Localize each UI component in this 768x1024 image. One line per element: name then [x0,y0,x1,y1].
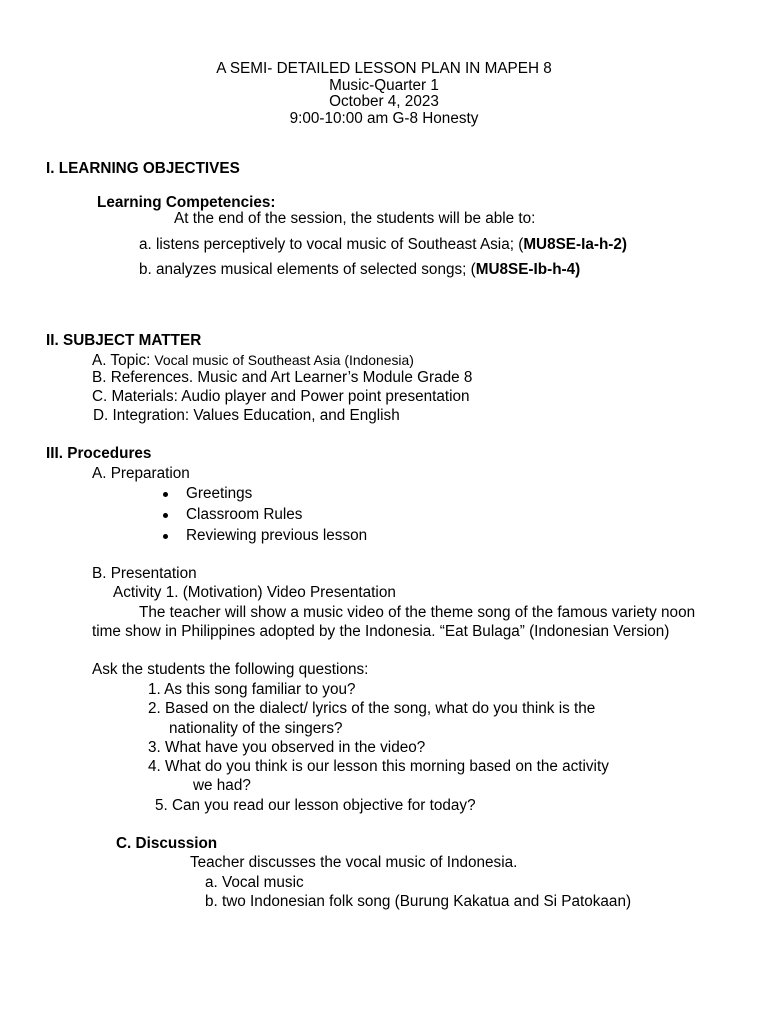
materials-line: C. Materials: Audio player and Power point presentation [92,388,470,405]
question-item: 2. Based on the dialect/ lyrics of the song, what do you think is the [148,700,596,717]
references-line: B. References. Music and Art Learner’s Module Grade 8 [92,369,473,386]
preparation-label: A. Preparation [92,465,190,482]
integration-line: D. Integration: Values Education, and English [93,407,400,424]
topic-value: Vocal music of Southeast Asia (Indonesia) [154,352,414,368]
discussion-intro: Teacher discusses the vocal music of Indonesia. [190,854,518,871]
preparation-item [186,485,252,503]
bullet-marker [163,492,168,497]
section-heading-learning-objectives: I. LEARNING OBJECTIVES [46,160,240,177]
activity-title: Activity 1. (Motivation) Video Presentation [113,584,396,601]
section-heading-procedures: III. Procedures [46,445,152,462]
preparation-item-text: Classroom Rules [186,506,303,523]
lesson-date: October 4, 2023 [329,93,439,110]
question-item: 3. What have you observed in the video? [148,739,426,756]
learning-competencies-label: Learning Competencies: [97,194,276,211]
topic-line [92,351,414,370]
questions-intro: Ask the students the following questions: [92,661,369,678]
activity-description-line: The teacher will show a music video of the theme song of the famous variety noon [139,604,696,621]
activity-description-line: time show in Philippines adopted by the Indonesia. “Eat Bulaga” (Indonesian Version) [92,623,670,640]
discussion-item: a. Vocal music [205,874,304,891]
preparation-item [186,506,302,524]
question-item-continuation: nationality of the singers? [169,720,343,737]
preparation-item-text: Greetings [186,485,253,502]
document-title: A SEMI- DETAILED LESSON PLAN IN MAPEH 8 [216,60,552,77]
discussion-label: C. Discussion [116,835,218,852]
objective-text: b. analyzes musical elements of selected songs; ( [139,261,476,278]
question-item: 5. Can you read our lesson objective for today? [155,797,476,814]
subject-quarter: Music-Quarter 1 [329,77,439,94]
question-item: 1. As this song familiar to you? [148,681,356,698]
question-item-continuation: we had? [193,777,251,794]
competency-code: MU8SE-Ia-h-2) [523,236,627,253]
class-schedule: 9:00-10:00 am G-8 Honesty [289,110,479,127]
objective-item [139,236,627,254]
bullet-marker [163,534,168,539]
question-item: 4. What do you think is our lesson this morning based on the activity [148,758,609,775]
objective-text: a. listens perceptively to vocal music of Southeast Asia; ( [139,236,524,253]
bullet-marker [163,513,168,518]
objective-item [139,261,580,279]
preparation-item [186,527,367,545]
section-heading-subject-matter: II. SUBJECT MATTER [46,332,202,349]
topic-label: A. Topic: [92,352,151,369]
preparation-item-text: Reviewing previous lesson [186,527,368,544]
presentation-label: B. Presentation [92,565,197,582]
objectives-intro: At the end of the session, the students will be able to: [174,210,536,227]
discussion-item: b. two Indonesian folk song (Burung Kakatua and Si Patokaan) [205,893,632,910]
competency-code: MU8SE-Ib-h-4) [475,261,581,278]
